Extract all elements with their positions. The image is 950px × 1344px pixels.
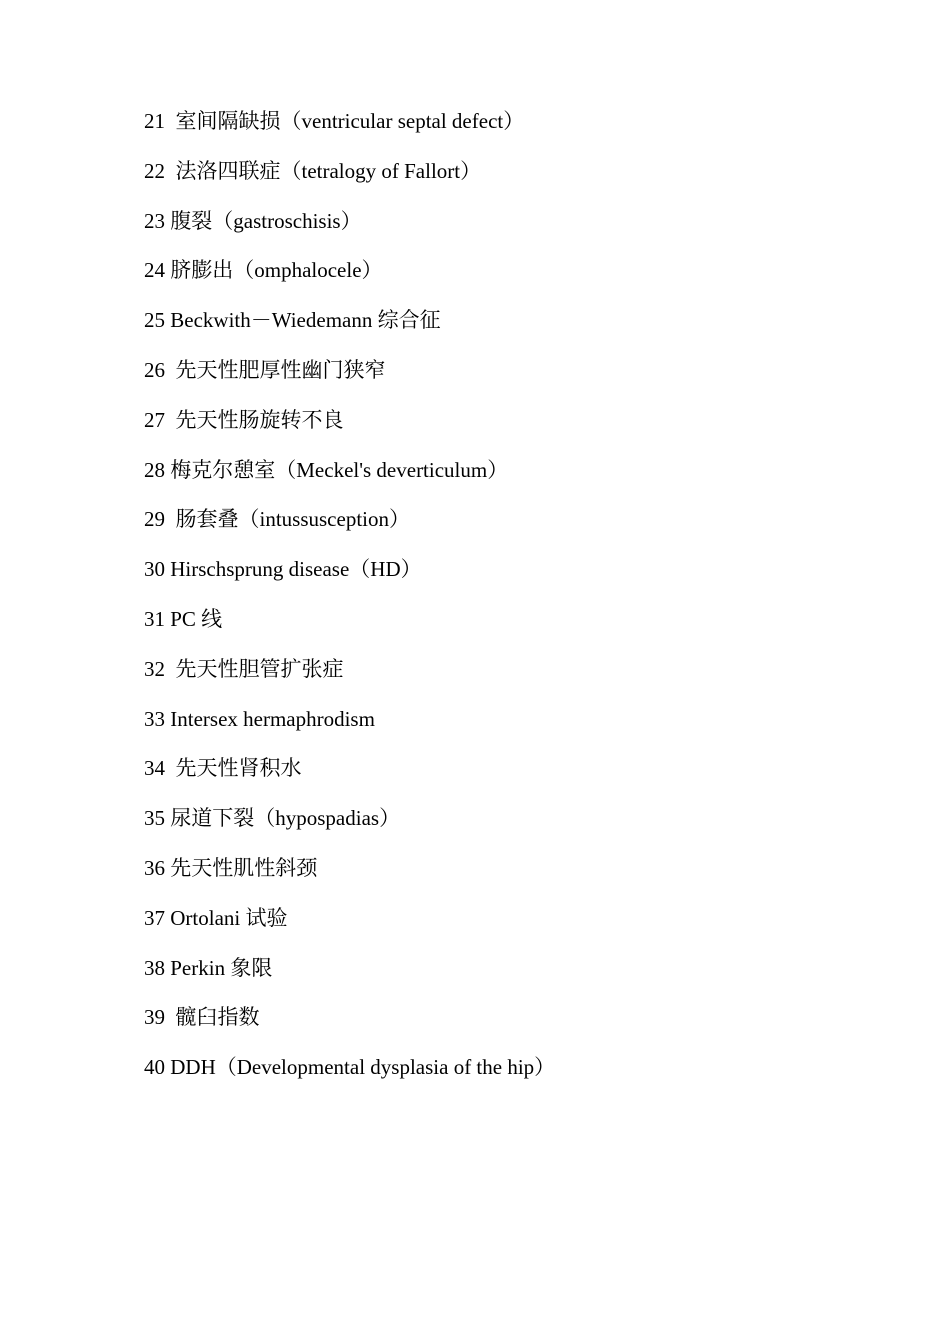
term-list: [144, 105, 555, 1101]
list-item: 38 Perkin 象限: [144, 955, 273, 980]
list-item: 26 先天性肥厚性幽门狭窄: [144, 357, 386, 382]
list-item: 22 法洛四联症（tetralogy of Fallort）: [144, 158, 482, 183]
list-item: 32 先天性胆管扩张症: [144, 656, 344, 681]
list-item: 25 Beckwith－Wiedemann 综合征: [144, 308, 441, 333]
list-item: 24 脐膨出（omphalocele）: [144, 258, 383, 283]
list-item: 28 梅克尔憩室（Meckel's deverticulum）: [144, 457, 509, 482]
list-item: 21 室间隔缺损（ventricular septal defect）: [144, 109, 525, 133]
list-item: 34 先天性肾积水: [144, 756, 302, 781]
list-item: 36 先天性肌性斜颈: [144, 855, 318, 880]
list-item: 39 髋臼指数: [144, 1005, 260, 1030]
list-item: 29 肠套叠（intussusception）: [144, 507, 410, 532]
list-item: 27 先天性肠旋转不良: [144, 407, 344, 432]
list-item: 40 DDH（Developmental dysplasia of the hip）: [144, 1055, 556, 1080]
list-item: 23 腹裂（gastroschisis）: [144, 208, 362, 233]
list-item: 31 PC 线: [144, 606, 223, 631]
list-item: 35 尿道下裂（hypospadias）: [144, 806, 401, 831]
list-item: 37 Ortolani 试验: [144, 905, 288, 930]
list-item: 30 Hirschsprung disease（HD）: [144, 557, 422, 582]
list-item: 33 Intersex hermaphrodism: [144, 706, 375, 731]
